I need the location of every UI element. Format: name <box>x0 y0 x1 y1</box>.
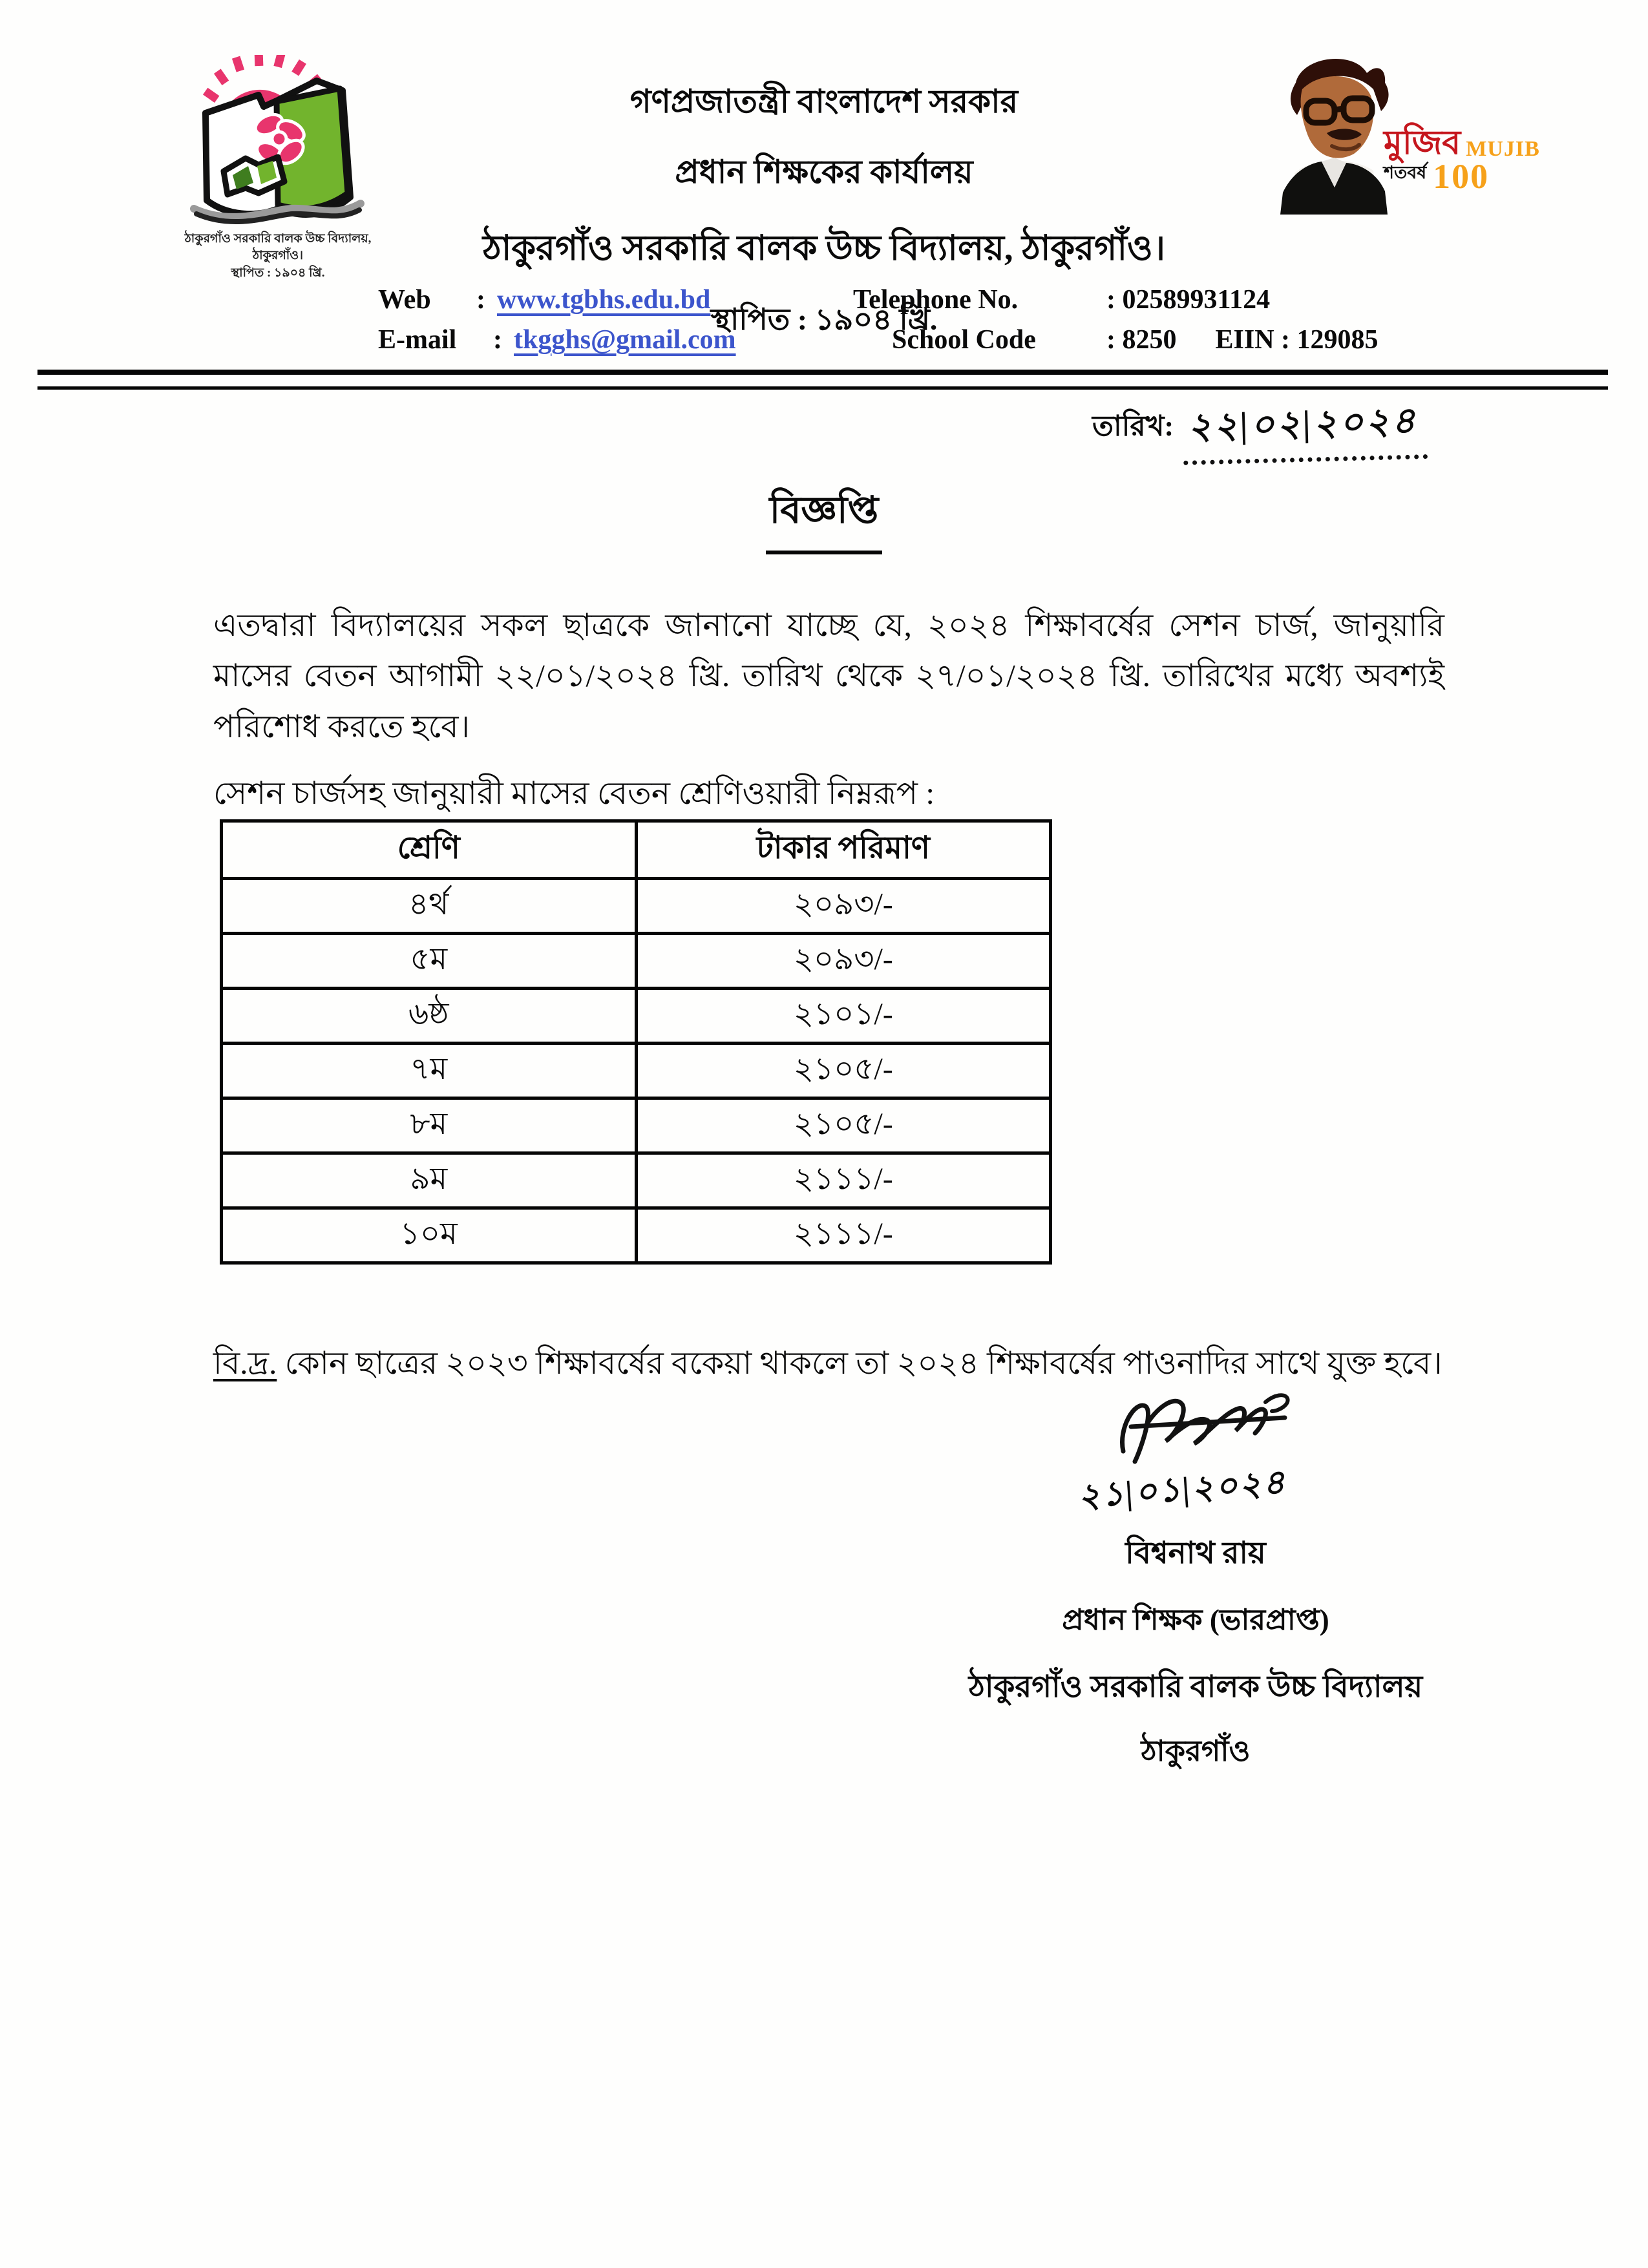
signature-scribble-icon <box>1112 1389 1325 1467</box>
amount-cell: ২১০৫/- <box>636 1044 1051 1098</box>
table-row <box>222 989 1051 1044</box>
notice-title: বিজ্ঞপ্তি <box>766 481 883 554</box>
mujib-100-logo <box>1257 44 1540 215</box>
email-label: E-mail <box>378 325 457 355</box>
table-row <box>222 1098 1051 1153</box>
fee-table-header-row <box>222 821 1051 879</box>
amount-cell: ২১১১/- <box>636 1208 1051 1263</box>
table-row <box>222 879 1051 934</box>
amount-cell: ২১০১/- <box>636 989 1051 1044</box>
signatory-place: ঠাকুরগাঁও <box>1141 1735 1251 1767</box>
fee-table-intro: সেশন চার্জসহ জানুয়ারী মাসের বেতন শ্রেণিওয়ারী নিম্নরূপ : <box>213 775 935 811</box>
mujib-english-wordmark: MUJIB <box>1466 137 1540 161</box>
telephone-value: : 02589931124 <box>1106 285 1271 315</box>
fee-table-header-class: শ্রেণি <box>222 821 637 879</box>
eiin-value: EIIN : 129085 <box>1215 325 1379 355</box>
established-line: স্থাপিত : ১৯০৪ খ্রি. <box>710 303 938 336</box>
fee-table <box>220 819 1052 1265</box>
mujib-portrait-icon <box>1257 44 1399 215</box>
amount-cell: ২০৯৩/- <box>636 934 1051 989</box>
date-label: তারিখ: <box>1092 410 1174 442</box>
note-label: বি.দ্র. <box>213 1345 277 1381</box>
school-code-label: School Code <box>892 325 1036 355</box>
class-cell: ৪র্থ <box>222 879 637 934</box>
signatory-designation: প্রধান শিক্ষক (ভারপ্রাপ্ত) <box>1062 1604 1329 1636</box>
note-text: কোন ছাত্রের ২০২৩ শিক্ষাবর্ষের বকেয়া থাকলে তা ২০২৪ শিক্ষাবর্ষের পাওনাদির সাথে যুক্ত হবে। <box>277 1345 1442 1381</box>
logo-caption-school: ঠাকুরগাঁও সরকারি বালক উচ্চ বিদ্যালয়, ঠাকুরগাঁও। <box>184 232 372 262</box>
web-colon: : <box>476 285 485 315</box>
mujib-logo-text <box>1384 125 1540 196</box>
web-label: Web <box>378 285 431 315</box>
signature-handwritten-date: ২১|০১|২০২৪ <box>1077 1464 1289 1516</box>
website-link[interactable]: www.tgbhs.edu.bd <box>497 285 711 315</box>
handwritten-date: ২২|০২|২০২৪ <box>1182 392 1428 465</box>
email-colon: : <box>493 325 502 355</box>
class-cell: ৬ষ্ঠ <box>222 989 637 1044</box>
mujib-100-wordmark: 100 <box>1433 157 1490 196</box>
header-divider-rule <box>37 370 1608 390</box>
signatory-school: ঠাকুরগাঁও সরকারি বালক উচ্চ বিদ্যালয় <box>968 1670 1423 1704</box>
email-link[interactable]: tkgghs@gmail.com <box>514 325 736 355</box>
class-cell: ১০ম <box>222 1208 637 1263</box>
amount-cell: ২০৯৩/- <box>636 879 1051 934</box>
table-row <box>222 934 1051 989</box>
school-code-value: : 8250 <box>1106 325 1177 355</box>
signature-block <box>924 1389 1467 1778</box>
signatory-name: বিশ্বনাথ রায় <box>1125 1537 1266 1570</box>
table-row <box>222 1153 1051 1208</box>
table-row <box>222 1208 1051 1263</box>
logo-caption-established: স্থাপিত : ১৯০৪ খ্রি. <box>231 266 325 280</box>
government-line: গণপ্রজাতন্ত্রী বাংলাদেশ সরকার <box>629 83 1019 120</box>
mujib-bengali-wordmark: মুজিব <box>1384 125 1461 162</box>
class-cell: ৮ম <box>222 1098 637 1153</box>
notice-body-paragraph: এতদ্বারা বিদ্যালয়ের সকল ছাত্রকে জানানো যাচ্ছে যে, ২০২৪ শিক্ষাবর্ষের সেশন চার্জ, জানুয়ারি মাসের বেতন আগামী ২২/০১/২০২৪ খ্রি. তারিখ থেকে ২৭/০১/২০২৪ খ্রি. তারিখের মধ্যে অবশ্যই পরিশোধ করতে হবে। <box>213 607 1444 744</box>
fee-table-header-amount: টাকার পরিমাণ <box>636 821 1051 879</box>
school-name-line: ঠাকুরগাঁও সরকারি বালক উচ্চ বিদ্যালয়, ঠাকুরগাঁও। <box>482 229 1166 268</box>
mujib-shotoborsho-wordmark: শতবর্ষ <box>1384 163 1427 182</box>
telephone-label: Telephone No. <box>853 285 1019 315</box>
amount-cell: ২১০৫/- <box>636 1098 1051 1153</box>
class-cell: ৭ম <box>222 1044 637 1098</box>
class-cell: ৫ম <box>222 934 637 989</box>
contact-block <box>0 284 1648 364</box>
table-row <box>222 1044 1051 1098</box>
amount-cell: ২১১১/- <box>636 1153 1051 1208</box>
office-line: প্রধান শিক্ষকের কার্যালয় <box>675 154 973 190</box>
class-cell: ৯ম <box>222 1153 637 1208</box>
note-paragraph <box>213 1338 1448 1389</box>
date-line <box>1092 395 1427 462</box>
